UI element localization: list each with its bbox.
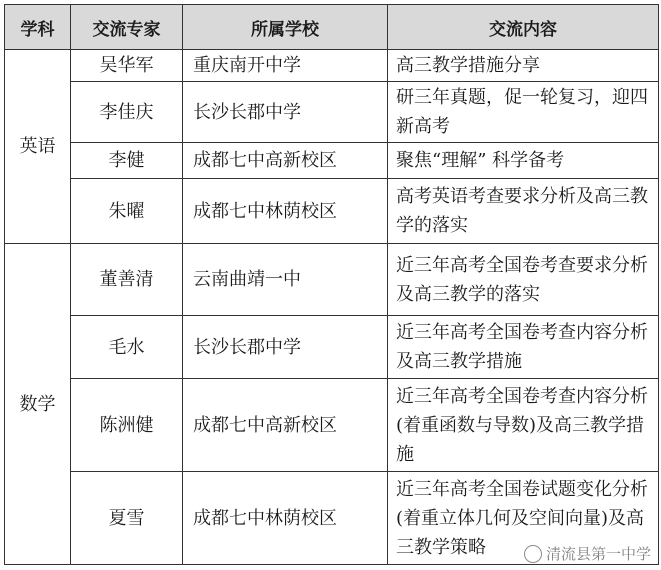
content-cell: 近三年高考全国卷考查要求分析及高三教学的落实 — [388, 244, 659, 316]
header-school: 所属学校 — [183, 5, 388, 50]
table-row — [5, 179, 659, 244]
school-cell: 重庆南开中学 — [183, 50, 388, 82]
table-row — [5, 379, 659, 472]
table-header-row — [5, 5, 659, 50]
content-cell: 聚焦“理解” 科学备考 — [388, 143, 659, 179]
subject-english: 英语 — [5, 50, 71, 244]
content-cell: 近三年高考全国卷试题变化分析(着重立体几何及空间向量)及高三教学策略 — [388, 472, 659, 565]
school-cell: 长沙长郡中学 — [183, 316, 388, 379]
content-cell: 近三年高考全国卷考查内容分析及高三教学措施 — [388, 316, 659, 379]
exchange-table — [4, 4, 659, 565]
expert-cell: 夏雪 — [71, 472, 183, 565]
school-cell: 长沙长郡中学 — [183, 82, 388, 143]
table-row — [5, 82, 659, 143]
table-row — [5, 316, 659, 379]
watermark-text: 清流县第一中学 — [545, 545, 651, 563]
table-row — [5, 244, 659, 316]
school-cell: 成都七中林荫校区 — [183, 472, 388, 565]
content-cell: 近三年高考全国卷考查内容分析(着重函数与导数)及高三教学措施 — [388, 379, 659, 472]
header-expert: 交流专家 — [71, 5, 183, 50]
content-cell: 高考英语考查要求分析及高三教学的落实 — [388, 179, 659, 244]
content-cell: 研三年真题，促一轮复习，迎四新高考 — [388, 82, 659, 143]
expert-cell: 董善清 — [71, 244, 183, 316]
header-subject: 学科 — [5, 5, 71, 50]
expert-cell: 李健 — [71, 143, 183, 179]
wechat-icon — [524, 545, 542, 563]
expert-cell: 李佳庆 — [71, 82, 183, 143]
expert-cell: 朱曜 — [71, 179, 183, 244]
school-cell: 成都七中高新校区 — [183, 379, 388, 472]
expert-cell: 陈洲健 — [71, 379, 183, 472]
expert-cell: 吴华军 — [71, 50, 183, 82]
table-row — [5, 143, 659, 179]
school-cell: 成都七中林荫校区 — [183, 179, 388, 244]
subject-math: 数学 — [5, 244, 71, 565]
table-row — [5, 50, 659, 82]
school-cell: 成都七中高新校区 — [183, 143, 388, 179]
content-cell: 高三教学措施分享 — [388, 50, 659, 82]
expert-cell: 毛水 — [71, 316, 183, 379]
header-content: 交流内容 — [388, 5, 659, 50]
watermark — [524, 543, 651, 564]
school-cell: 云南曲靖一中 — [183, 244, 388, 316]
